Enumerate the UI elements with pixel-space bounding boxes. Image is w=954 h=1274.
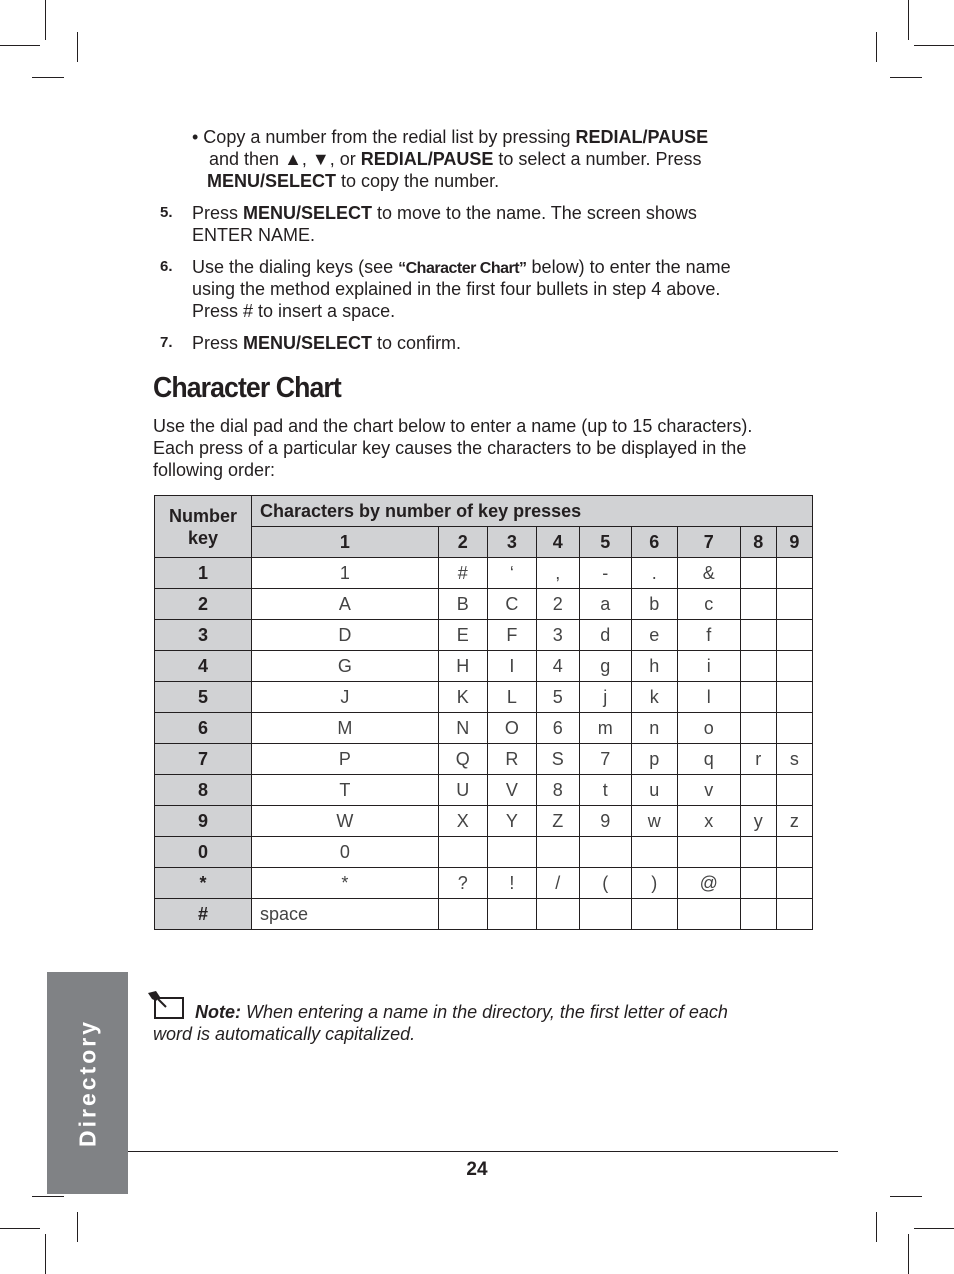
character-cell: m (579, 713, 631, 744)
section-side-tab (47, 972, 128, 1194)
press-count-header: 3 (487, 527, 536, 558)
key-name: MENU/SELECT (207, 171, 337, 191)
step-number: 6. (160, 258, 173, 275)
character-cell: X (438, 806, 487, 837)
character-cell (776, 837, 812, 868)
key-name: REDIAL/PAUSE (360, 149, 494, 169)
text: to copy the number. (336, 171, 500, 191)
key-name: REDIAL/PAUSE (575, 127, 709, 147)
character-cell: . (631, 558, 677, 589)
crop-mark (890, 1196, 922, 1197)
character-cell: 3 (536, 620, 579, 651)
character-cell: ) (631, 868, 677, 899)
crop-mark (32, 77, 64, 78)
character-cell (536, 837, 579, 868)
character-cell (776, 620, 812, 651)
character-cell: d (579, 620, 631, 651)
character-cell (740, 620, 776, 651)
character-cell (740, 682, 776, 713)
number-key-cell: * (155, 868, 252, 899)
number-key-cell: 9 (155, 806, 252, 837)
table-row (155, 744, 813, 775)
character-cell: z (776, 806, 812, 837)
number-key-cell: 5 (155, 682, 252, 713)
character-cell: H (438, 651, 487, 682)
character-cell: q (677, 744, 740, 775)
character-cell: W (252, 806, 439, 837)
character-cell: 6 (536, 713, 579, 744)
character-cell: F (487, 620, 536, 651)
table-row (155, 837, 813, 868)
character-cell (579, 837, 631, 868)
character-cell: K (438, 682, 487, 713)
character-cell: f (677, 620, 740, 651)
character-cell: g (579, 651, 631, 682)
number-key-cell: 4 (155, 651, 252, 682)
character-cell: i (677, 651, 740, 682)
note-text: When entering a name in the directory, the first letter of each (241, 1002, 728, 1022)
character-cell: y (740, 806, 776, 837)
crop-mark (45, 1234, 46, 1274)
character-cell: o (677, 713, 740, 744)
crop-mark (32, 1196, 64, 1197)
crop-mark (876, 32, 877, 62)
character-cell: v (677, 775, 740, 806)
section-heading: Character Chart (153, 372, 341, 404)
character-cell (487, 899, 536, 930)
character-cell: 2 (536, 589, 579, 620)
step-number: 7. (160, 334, 173, 351)
character-cell (740, 837, 776, 868)
character-cell: u (631, 775, 677, 806)
crop-mark (908, 0, 909, 40)
cross-reference: “Character Chart” (398, 260, 527, 277)
character-cell: M (252, 713, 439, 744)
number-key-cell: # (155, 899, 252, 930)
character-cell: , (536, 558, 579, 589)
character-cell (579, 899, 631, 930)
intro-line-1: Use the dial pad and the chart below to enter a name (up to 15 characters). (153, 416, 753, 436)
character-cell: S (536, 744, 579, 775)
character-cell: n (631, 713, 677, 744)
character-cell: t (579, 775, 631, 806)
text: Press (192, 203, 244, 223)
press-count-header: 8 (740, 527, 776, 558)
crop-mark (77, 1212, 78, 1242)
character-cell: * (252, 868, 439, 899)
character-cell: p (631, 744, 677, 775)
character-cell (740, 651, 776, 682)
step-5-line-2: ENTER NAME. (192, 225, 316, 245)
character-cell (740, 868, 776, 899)
bullet-line-1 (192, 126, 708, 148)
key-name: MENU/SELECT (243, 333, 373, 353)
character-cell: A (252, 589, 439, 620)
character-cell (487, 837, 536, 868)
character-cell: ‘ (487, 558, 536, 589)
character-cell: ( (579, 868, 631, 899)
character-cell (677, 899, 740, 930)
table-row (155, 806, 813, 837)
number-key-cell: 2 (155, 589, 252, 620)
character-cell: C (487, 589, 536, 620)
table-row (155, 651, 813, 682)
side-tab-label: Directory (74, 1019, 100, 1147)
character-cell (740, 775, 776, 806)
text: Press (192, 333, 244, 353)
text: below) to enter the name (526, 257, 731, 277)
crop-mark (914, 45, 954, 46)
character-cell (776, 558, 812, 589)
table-row (155, 589, 813, 620)
character-cell: N (438, 713, 487, 744)
table-body (155, 558, 813, 930)
character-cell: ! (487, 868, 536, 899)
note-text: word is automatically capitalized. (153, 1024, 416, 1044)
number-key-cell: 6 (155, 713, 252, 744)
crop-mark (0, 1228, 40, 1229)
character-cell (740, 589, 776, 620)
key-name: MENU/SELECT (243, 203, 373, 223)
character-cell: k (631, 682, 677, 713)
character-cell: P (252, 744, 439, 775)
character-cell (677, 837, 740, 868)
character-cell (776, 589, 812, 620)
character-cell: E (438, 620, 487, 651)
press-count-header: 7 (677, 527, 740, 558)
character-cell (438, 837, 487, 868)
character-cell (776, 868, 812, 899)
character-cell: ? (438, 868, 487, 899)
press-count-header: 4 (536, 527, 579, 558)
character-cell: R (487, 744, 536, 775)
character-cell: B (438, 589, 487, 620)
character-chart-table (154, 495, 813, 930)
table-row (155, 620, 813, 651)
press-count-header: 2 (438, 527, 487, 558)
press-count-header-row (155, 527, 813, 558)
table-row (155, 868, 813, 899)
page-number: 24 (466, 1159, 488, 1180)
text: Use the dialing keys (see (192, 257, 399, 277)
character-cell: 7 (579, 744, 631, 775)
character-cell: & (677, 558, 740, 589)
table-row (155, 682, 813, 713)
character-cell (776, 651, 812, 682)
table-row (155, 899, 813, 930)
character-cell: Y (487, 806, 536, 837)
step-6-line-2: using the method explained in the first four bullets in step 4 above. (192, 279, 721, 299)
intro-line-2: Each press of a particular key causes the characters to be displayed in the (153, 438, 747, 458)
character-cell: r (740, 744, 776, 775)
step-number: 5. (160, 204, 173, 221)
characters-header: Characters by number of key presses (252, 496, 813, 527)
character-cell: Q (438, 744, 487, 775)
character-cell: D (252, 620, 439, 651)
step-5-line-1 (192, 202, 697, 224)
character-cell: I (487, 651, 536, 682)
text: • Copy a number from the redial list by pressing (192, 127, 576, 147)
character-cell: # (438, 558, 487, 589)
character-cell (740, 713, 776, 744)
character-cell: O (487, 713, 536, 744)
number-key-header (155, 496, 252, 558)
character-cell: j (579, 682, 631, 713)
press-count-header: 1 (252, 527, 439, 558)
number-key-cell: 1 (155, 558, 252, 589)
character-cell (438, 899, 487, 930)
step-7-line-1 (192, 332, 461, 354)
character-cell: w (631, 806, 677, 837)
character-cell: a (579, 589, 631, 620)
character-cell: / (536, 868, 579, 899)
step-6-line-3: Press # to insert a space. (192, 301, 396, 321)
bullet-line-2 (209, 148, 702, 170)
character-cell (631, 837, 677, 868)
character-cell: x (677, 806, 740, 837)
character-cell (776, 899, 812, 930)
character-cell: 4 (536, 651, 579, 682)
character-cell: 9 (579, 806, 631, 837)
text: to move to the name. The screen shows (372, 203, 697, 223)
press-count-header: 9 (776, 527, 812, 558)
character-cell (631, 899, 677, 930)
footer-divider (128, 1151, 838, 1152)
crop-mark (45, 0, 46, 40)
step-6-line-1 (192, 256, 731, 280)
character-cell: T (252, 775, 439, 806)
character-cell: U (438, 775, 487, 806)
character-cell: - (579, 558, 631, 589)
crop-mark (876, 1212, 877, 1242)
character-cell: 5 (536, 682, 579, 713)
character-cell: e (631, 620, 677, 651)
character-cell: J (252, 682, 439, 713)
character-cell: G (252, 651, 439, 682)
crop-mark (914, 1228, 954, 1229)
intro-line-3: following order: (153, 460, 276, 480)
table-row (155, 558, 813, 589)
number-key-cell: 8 (155, 775, 252, 806)
text: to confirm. (372, 333, 462, 353)
character-cell: 1 (252, 558, 439, 589)
note (153, 1001, 813, 1045)
character-cell: b (631, 589, 677, 620)
character-cell: Z (536, 806, 579, 837)
crop-mark (77, 32, 78, 62)
bullet-line-3 (207, 170, 499, 192)
crop-mark (890, 77, 922, 78)
number-key-cell: 7 (155, 744, 252, 775)
character-cell: h (631, 651, 677, 682)
character-cell (536, 899, 579, 930)
number-key-cell: 0 (155, 837, 252, 868)
table-row (155, 775, 813, 806)
character-cell: s (776, 744, 812, 775)
text: and then ▲, ▼, or (209, 149, 361, 169)
number-key-cell: 3 (155, 620, 252, 651)
character-cell (740, 558, 776, 589)
character-cell: @ (677, 868, 740, 899)
crop-mark (908, 1234, 909, 1274)
header-text: key (187, 527, 219, 548)
character-cell: space (252, 899, 439, 930)
note-label: Note: (195, 1002, 241, 1022)
table-row (155, 713, 813, 744)
press-count-header: 6 (631, 527, 677, 558)
character-cell: c (677, 589, 740, 620)
character-cell (776, 682, 812, 713)
header-text: Number (168, 505, 237, 526)
character-cell: L (487, 682, 536, 713)
table-header-row (155, 496, 813, 527)
press-count-header: 5 (579, 527, 631, 558)
crop-mark (0, 45, 40, 46)
character-cell: l (677, 682, 740, 713)
text: to select a number. Press (493, 149, 702, 169)
character-cell (776, 713, 812, 744)
character-cell: 8 (536, 775, 579, 806)
character-cell: 0 (252, 837, 439, 868)
character-cell (740, 899, 776, 930)
character-cell: V (487, 775, 536, 806)
character-cell (776, 775, 812, 806)
